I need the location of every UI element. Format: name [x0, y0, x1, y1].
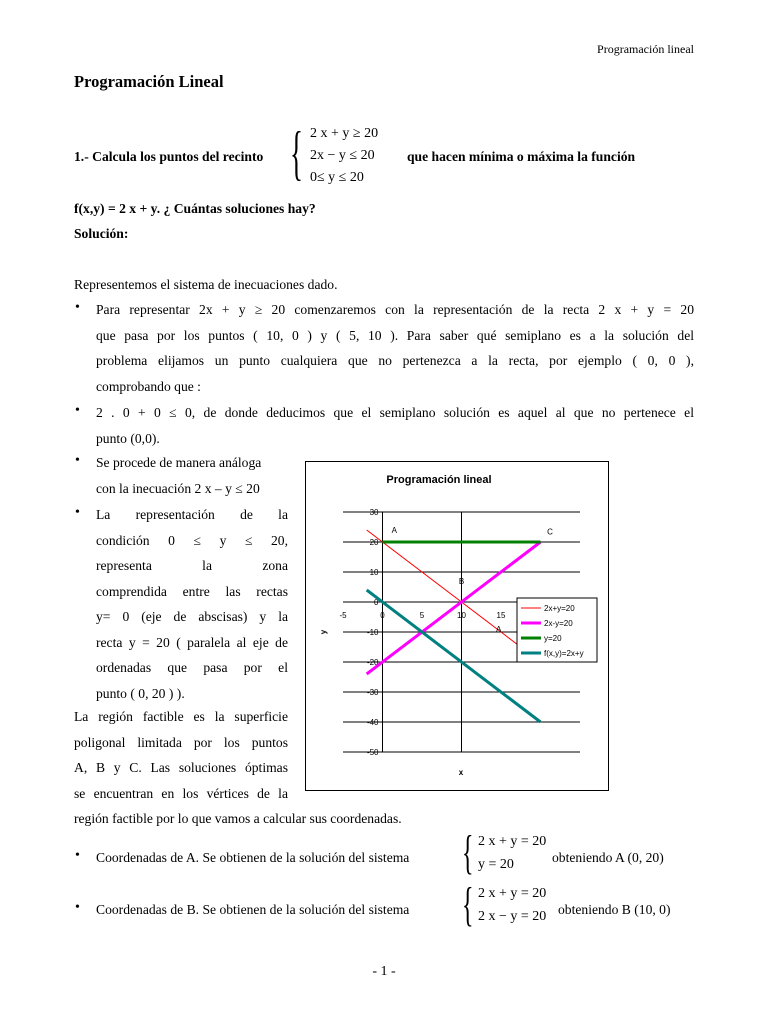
y-tick-label: -10 — [366, 628, 379, 637]
y-tick-label: -40 — [366, 718, 379, 727]
x-tick-label: -5 — [339, 611, 347, 620]
bullet-icon: • — [75, 505, 80, 520]
series-line — [367, 530, 541, 662]
intro-text: Representemos el sistema de inecuaciones dado. — [74, 277, 338, 292]
y-tick-label: 30 — [369, 508, 379, 517]
x-tick-label: 0 — [380, 611, 385, 620]
bullet-2-text: 2 . 0 + 0 ≤ 0, de donde deducimos que el semiplano solución es aquel al que no pertenece el punto (0,0). — [96, 405, 694, 446]
coord-a-brace: { — [462, 826, 474, 879]
point-label: A — [391, 526, 398, 535]
page-number: - 1 - — [372, 964, 396, 979]
bullet-1-text: Para representar 2x + y ≥ 20 comenzaremos con la representación de la recta 2 x + y = 20 que pasa por los puntos ( 10, 0 ) y ( 5, 10 ). Para saber qué semiplano es a la solución del problema elijamos un punto cualquiera que no pertenezca a la recta, por ejemplo ( 0, 0 ), comprobando que : — [96, 302, 694, 394]
coord-a-eq-1: 2 x + y = 20 — [478, 834, 547, 849]
bullet-icon: • — [75, 848, 80, 863]
bullet-3-text: Se procede de manera análoga con la inecuación 2 x – y ≤ 20 — [96, 455, 262, 496]
coord-b-brace: { — [462, 878, 474, 931]
bullet-4-text: La representación de la condición 0 ≤ y ≤ 20, representa la zona comprendida entre las rectas y= 0 (eje de abscisas) y la recta y = 20 ( paralela al eje de ordenadas que pasa por el punto ( 0, 20 ) ). — [96, 507, 288, 701]
chart-title: Programación lineal — [386, 474, 492, 486]
system-eq-2: 2x − y ≤ 20 — [310, 148, 375, 163]
bullet-icon: • — [75, 300, 80, 315]
x-tick-label: 10 — [457, 611, 466, 620]
function-line: f(x,y) = 2 x + y. ¿ Cuántas soluciones hay? — [74, 201, 316, 216]
problem-label: 1.- Calcula los puntos del recinto — [74, 149, 264, 164]
point-label: C — [547, 527, 553, 537]
page-title: Programación Lineal — [74, 72, 224, 91]
coord-b-result: obteniendo B (10, 0) — [558, 902, 671, 917]
bullet-icon: • — [75, 900, 80, 915]
legend-label: f(x,y)=2x+y — [544, 649, 584, 658]
x-tick-label: 15 — [496, 611, 506, 620]
legend-label: y=20 — [544, 634, 562, 643]
chart — [306, 462, 608, 790]
y-tick-label: 10 — [369, 568, 379, 577]
coord-a-text: Coordenadas de A. Se obtienen de la solución del sistema — [96, 850, 410, 865]
x-axis-label: x — [458, 768, 464, 777]
y-axis-label: y — [319, 629, 328, 635]
system-eq-1: 2 x + y ≥ 20 — [310, 126, 379, 141]
y-tick-label: 20 — [369, 538, 379, 547]
y-tick-label: -20 — [366, 658, 379, 667]
chart-frame — [305, 461, 609, 791]
y-tick-label: -50 — [366, 748, 379, 757]
legend-label: 2x-y=20 — [544, 619, 573, 628]
coord-b-eq-1: 2 x + y = 20 — [478, 886, 547, 901]
y-tick-label: 0 — [374, 598, 379, 607]
bullet-icon: • — [75, 403, 80, 418]
system-brace: { — [290, 120, 303, 186]
system-eq-3: 0≤ y ≤ 20 — [310, 170, 364, 185]
coord-a-result: obteniendo A (0, 20) — [552, 850, 664, 865]
problem-tail: que hacen mínima o máxima la función — [407, 149, 636, 164]
region-paragraph: La región factible es la superficie poligonal limitada por los puntos A, B y C. Las soluciones óptimas se encuentran en los vértices de la región factible por lo que vamos a calcular sus coordenadas. — [74, 709, 402, 826]
legend-label: 2x+y=20 — [544, 604, 575, 613]
coord-b-eq-2: 2 x − y = 20 — [478, 909, 547, 924]
bullet-icon: • — [75, 453, 80, 468]
coord-b-text: Coordenadas de B. Se obtienen de la solución del sistema — [96, 902, 410, 917]
point-label: B — [458, 577, 465, 586]
running-header: Programación lineal — [597, 42, 694, 56]
point-label: A — [495, 625, 502, 634]
solution-label: Solución: — [74, 226, 129, 241]
y-tick-label: -30 — [366, 688, 379, 697]
coord-a-eq-2: y = 20 — [478, 857, 514, 872]
x-tick-label: 5 — [419, 611, 425, 620]
